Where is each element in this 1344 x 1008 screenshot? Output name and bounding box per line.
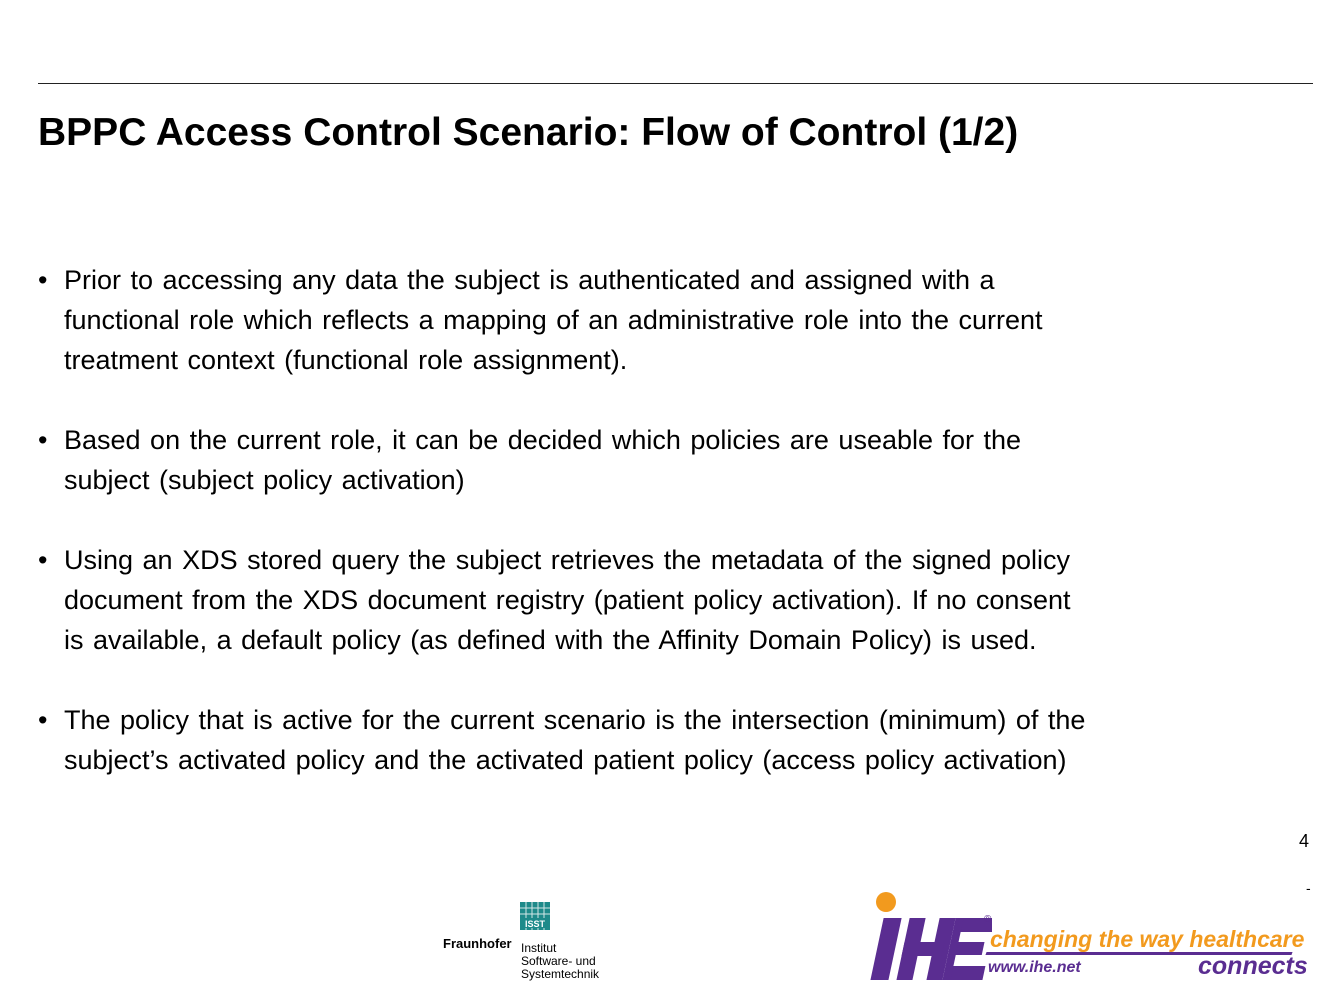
bullet-list — [38, 260, 1313, 820]
fraunhofer-isst-logo — [443, 902, 618, 984]
ihe-tagline: changing the way healthcare — [990, 926, 1305, 952]
fraunhofer-wordmark: Fraunhofer — [443, 936, 512, 951]
header-divider — [38, 83, 1313, 84]
bullet-dot: • — [38, 265, 48, 295]
bullet-dot: • — [38, 425, 48, 455]
bullet-text: Based on the current role, it can be decided which policies are useable for the subject (subject policy activation) — [64, 425, 1022, 495]
bullet-text: Prior to accessing any data the subject is authenticated and assigned with a functional role which reflects a mapping of an administrative role into the current treatment context (functional role assignment). — [64, 265, 1043, 375]
bullet-item — [38, 700, 1313, 780]
ihe-logo — [862, 888, 1308, 988]
page-number: 4 — [1299, 831, 1310, 851]
ihe-url: www.ihe.net — [988, 959, 1081, 976]
ihe-mark-icon — [862, 888, 992, 988]
bullet-text: Using an XDS stored query the subject retrieves the metadata of the signed policy document from the XDS document registry (patient policy activation). If no consent is available, a default policy (as defined with the Affinity Domain Policy) is used. — [64, 545, 1071, 655]
isst-badge-label: ISST — [524, 919, 546, 929]
institute-name: Institut Software- und Systemtechnik — [521, 941, 600, 981]
bullet-item — [38, 540, 1313, 660]
bullet-item — [38, 420, 1313, 500]
isst-grid-icon — [520, 902, 550, 930]
ihe-mark-label: IHE — [862, 888, 864, 889]
registered-mark: ® — [984, 914, 992, 925]
ihe-connects: connects — [1198, 952, 1308, 980]
bullet-text: The policy that is active for the current scenario is the intersection (minimum) of the subject’s activated policy and the activated patient policy (access policy activation) — [64, 705, 1086, 775]
bullet-dot: • — [38, 545, 48, 575]
slide-title: BPPC Access Control Scenario: Flow of Control (1/2) — [38, 111, 1019, 154]
bullet-dot: • — [38, 705, 48, 735]
page-dash: - — [1306, 880, 1311, 896]
bullet-item — [38, 260, 1313, 380]
